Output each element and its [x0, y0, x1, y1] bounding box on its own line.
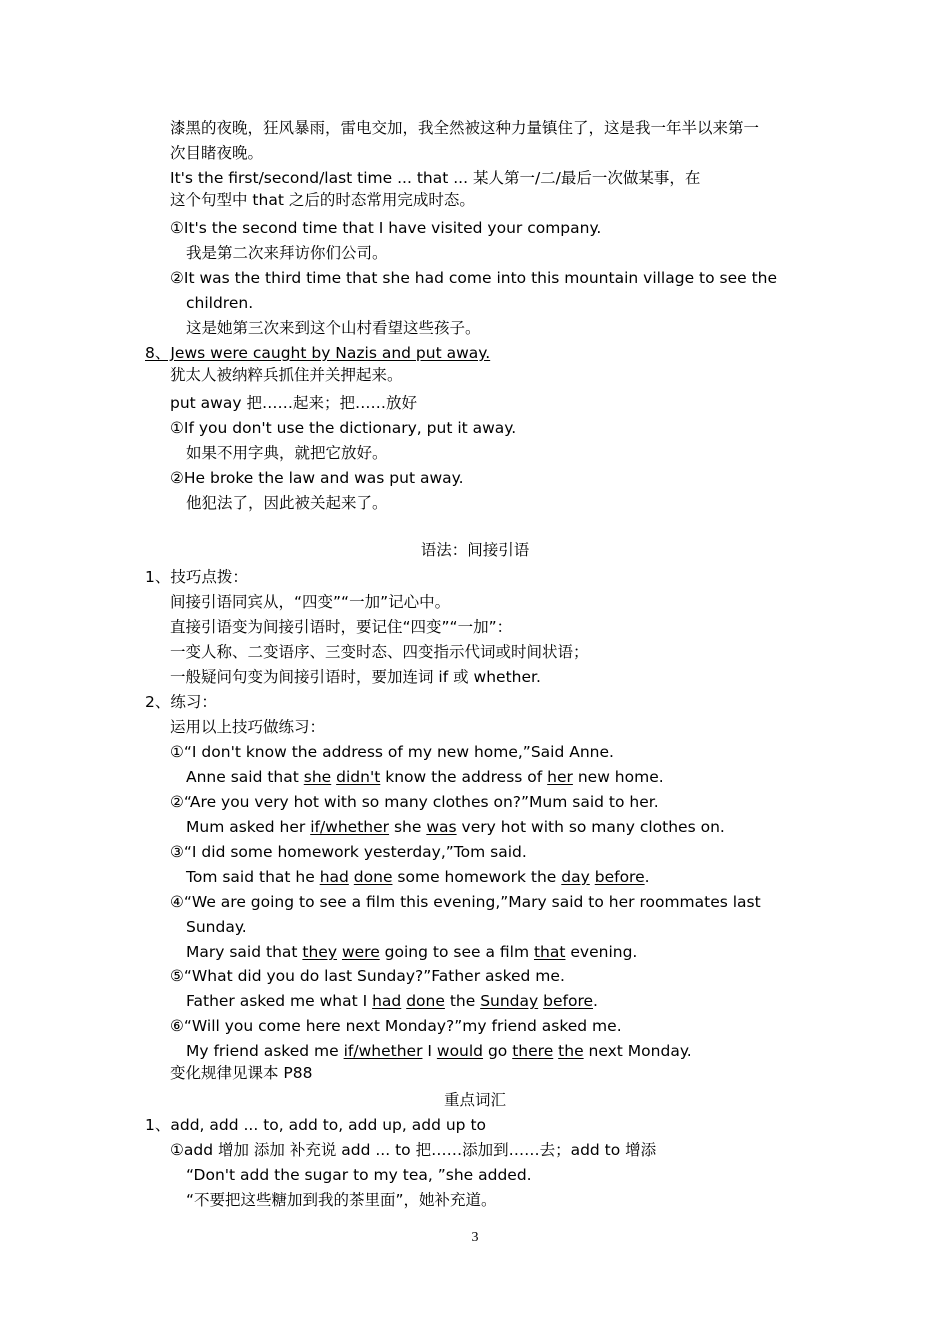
example-translation: 如果不用字典，就把它放好。: [186, 444, 388, 462]
exercise-answer: Mum asked her if/whether she was very hot with so many clothes on.: [186, 818, 725, 836]
exercise-question: ①“I don't know the address of my new home,”Said Anne.: [170, 743, 614, 761]
example-sentence: ①It's the second time that I have visited your company.: [170, 219, 602, 237]
section-title: 1、技巧点拨：: [145, 568, 248, 586]
section-title: 2、练习：: [145, 693, 217, 711]
example-sentence: ①If you don't use the dictionary, put it away.: [170, 419, 517, 437]
vocab-heading: 重点词汇: [443, 1091, 506, 1109]
exercise-answer: Father asked me what I had done the Sunday before.: [186, 992, 598, 1010]
exercise-intro: 运用以上技巧做练习：: [170, 718, 326, 736]
tip-line: 间接引语同宾从，“四变”“一加”记心中。: [170, 593, 451, 611]
example-translation: “不要把这些糖加到我的茶里面”，她补充道。: [186, 1191, 497, 1209]
example-sentence-cont: children.: [186, 294, 254, 312]
grammar-heading: 语法：间接引语: [420, 541, 530, 559]
vocab-item-title: 1、add, add ... to, add to, add up, add up to: [145, 1116, 487, 1134]
exercise-question: ④“We are going to see a film this evening,”Mary said to her roommates last: [170, 893, 761, 911]
item-8-translation: 犹太人被纳粹兵抓住并关押起来。: [170, 366, 403, 384]
example-translation: 我是第二次来拜访你们公司。: [186, 244, 388, 262]
exercise-question-cont: Sunday.: [186, 918, 247, 936]
phrase-definition: put away 把……起来；把……放好: [170, 394, 417, 412]
tip-line: 一变人称、二变语序、三变时态、四变指示代词或时间状语；: [170, 643, 589, 661]
exercise-answer: My friend asked me if/whether I would go there the next Monday.: [186, 1042, 692, 1060]
exercise-question: ③“I did some homework yesterday,”Tom said.: [170, 843, 527, 861]
pattern-note: 这个句型中 that 之后的时态常用完成时态。: [170, 191, 475, 209]
exercise-answer: Mary said that they were going to see a film that evening.: [186, 943, 638, 961]
vocab-definition: ①add 增加 添加 补充说 add ... to 把……添加到……去；add to 增添: [170, 1141, 657, 1159]
item-8-title: 8、Jews were caught by Nazis and put away.: [145, 344, 491, 362]
example-sentence: “Don't add the sugar to my tea, ”she added.: [186, 1166, 532, 1184]
exercise-answer: Tom said that he had done some homework the day before.: [186, 868, 650, 886]
pattern-line: It's the first/second/last time ... that ... 某人第一/二/最后一次做某事，在: [170, 169, 701, 187]
tip-line: 直接引语变为间接引语时，要记住“四变”“一加”：: [170, 618, 513, 636]
page-number: 3: [471, 1230, 479, 1245]
exercise-question: ⑤“What did you do last Sunday?”Father asked me.: [170, 967, 565, 985]
rule-reference: 变化规律见课本 P88: [170, 1064, 313, 1082]
example-translation: 这是她第三次来到这个山村看望这些孩子。: [186, 319, 481, 337]
paragraph-line: 漆黑的夜晚，狂风暴雨，雷电交加，我全然被这种力量镇住了，这是我一年半以来第一: [170, 119, 760, 137]
exercise-question: ②“Are you very hot with so many clothes on?”Mum said to her.: [170, 793, 659, 811]
exercise-answer: Anne said that she didn't know the address of her new home.: [186, 768, 664, 786]
exercise-question: ⑥“Will you come here next Monday?”my friend asked me.: [170, 1017, 622, 1035]
paragraph-line: 次目睹夜晚。: [170, 144, 264, 162]
example-translation: 他犯法了，因此被关起来了。: [186, 494, 388, 512]
example-sentence: ②He broke the law and was put away.: [170, 469, 464, 487]
tip-line: 一般疑问句变为间接引语时，要加连词 if 或 whether.: [170, 668, 541, 686]
example-sentence: ②It was the third time that she had come into this mountain village to see the: [170, 269, 778, 287]
